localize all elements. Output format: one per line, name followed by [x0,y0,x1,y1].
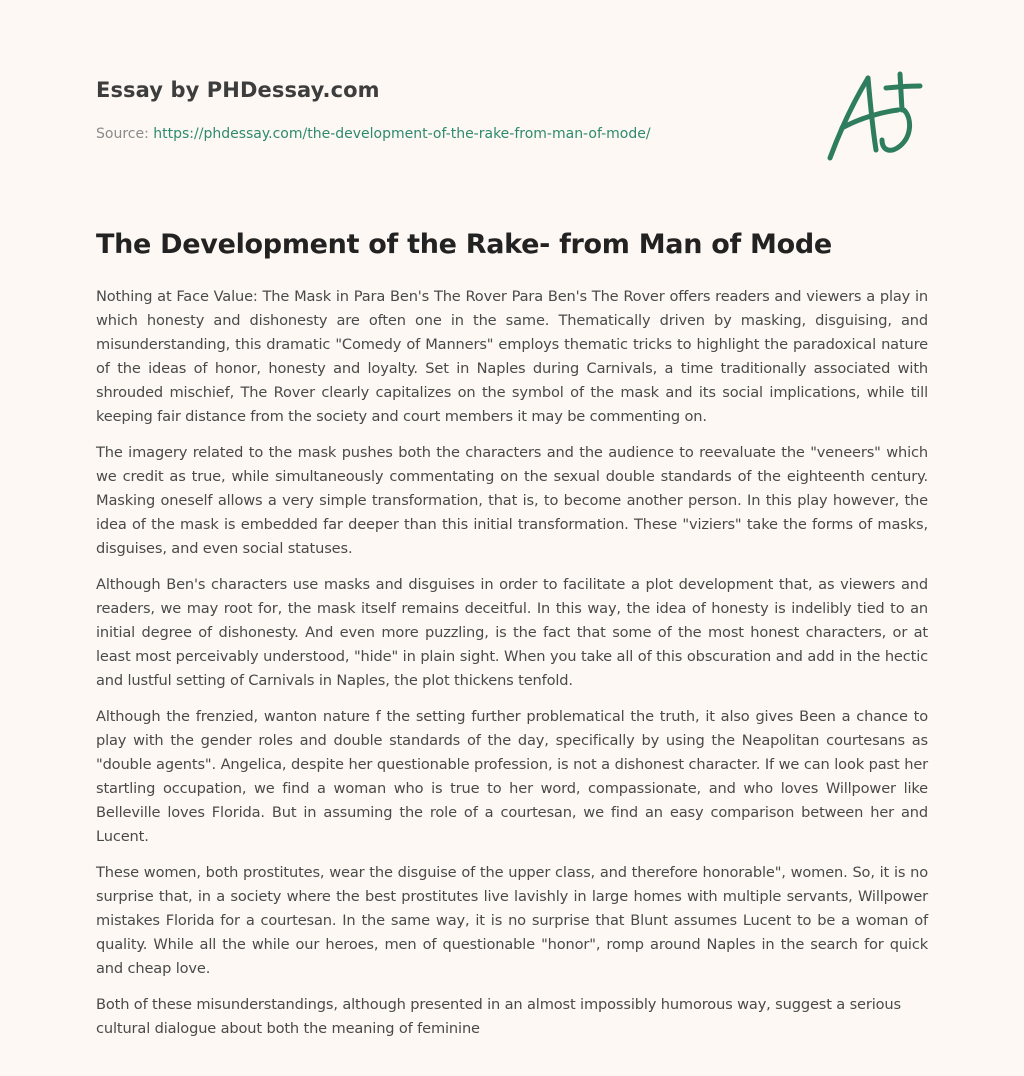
source-link[interactable]: https://phdessay.com/the-development-of-the-rake-from-man-of-mode/ [153,126,651,142]
essay-header [96,76,796,144]
essay-body [96,285,928,1053]
essay-paragraph: Although the frenzied, wanton nature f the setting further problematical the truth, it also gives Been a chance to play with the gender roles and double standards of the day, specifically by using the Neapolitan courtesans as "double agents". Angelica, despite her questionable profession, is not a dishonest character. If we can look past her startling occupation, we find a woman who is true to her word, compassionate, and who loves Willpower like Belleville loves Florida. But in assuming the role of a courtesan, we find an easy comparison between her and Lucent. [96,708,928,845]
a-plus-logo-icon [820,66,930,166]
essay-title: The Development of the Rake- from Man of Mode [96,229,832,260]
essay-paragraph: Both of these misunderstandings, although presented in an almost impossibly humorous way, suggest a serious cultural dialogue about both the meaning of feminine [96,996,901,1037]
essay-paragraph: These women, both prostitutes, wear the disguise of the upper class, and therefore honorable", women. So, it is no surprise that, in a society where the best prostitutes live lavishly in large homes with multiple servants, Willpower mistakes Florida for a courtesan. In the same way, it is no surprise that Blunt assumes Lucent to be a woman of quality. While all the while our heroes, men of questionable "honor", romp around Naples in the search for quick and cheap love. [96,864,928,977]
site-title: Essay by PHDessay.com [96,78,380,102]
essay-paragraph: Although Ben's characters use masks and disguises in order to facilitate a plot development that, as viewers and readers, we may root for, the mask itself remains deceitful. In this way, the idea of honesty is indelibly tied to an initial degree of dishonesty. And even more puzzling, is the fact that some of the most honest characters, or at least most perceivably understood, "hide" in plain sight. When you take all of this obscuration and add in the hectic and lustful setting of Carnivals in Naples, the plot thickens tenfold. [96,576,928,689]
essay-paragraph: Nothing at Face Value: The Mask in Para Ben's The Rover Para Ben's The Rover offers readers and viewers a play in which honesty and dishonesty are often one in the same. Thematically driven by masking, disguising, and misunderstanding, this dramatic "Comedy of Manners" employs thematic tricks to highlight the paradoxical nature of the ideas of honor, honesty and loyalty. Set in Naples during Carnivals, a time traditionally associated with shrouded mischief, The Rover clearly capitalizes on the symbol of the mask and its social implications, while till keeping fair distance from the society and court members it may be commenting on. [96,288,928,425]
a-plus-logo [820,66,930,166]
source-line [96,124,796,144]
essay-paragraph: The imagery related to the mask pushes both the characters and the audience to reevaluate the "veneers" which we credit as true, while simultaneously commentating on the sexual double standards of the eighteenth century. Masking oneself allows a very simple transformation, that is, to become another person. In this play however, the idea of the mask is embedded far deeper than this initial transformation. These "viziers" take the forms of masks, disguises, and even social statuses. [96,444,928,557]
source-label: Source: [96,126,149,142]
